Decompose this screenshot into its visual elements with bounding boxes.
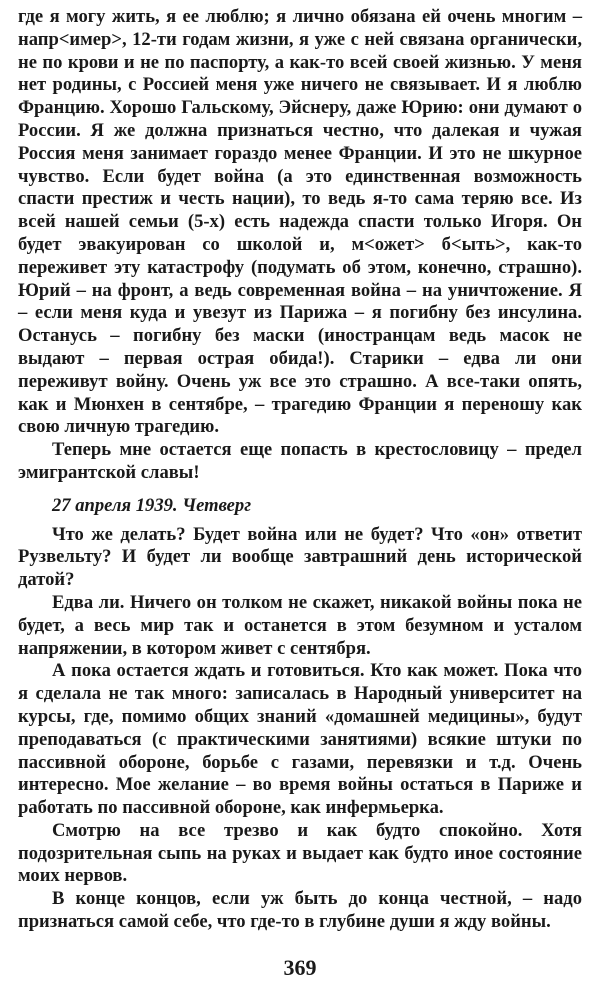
diary-date-heading: 27 апреля 1939. Четверг [52,494,252,516]
paragraph: Теперь мне остается еще попасть в крестословицу – предел эмигрантской славы! [18,439,582,483]
book-page [18,6,582,934]
paragraph: Что же делать? Будет война или не будет? Что «он» ответит Рузвельту? И будет ли вообще завтрашний день исторической датой? [18,523,582,591]
paragraph: Смотрю на все трезво и как будто спокойно. Хотя подозрительная сыпь на руках и выдает как будто иное состояние моих нервов. [18,819,582,887]
paragraph-continued: где я могу жить, я ее люблю; я лично обязана ей очень многим – напр<имер>, 12-ти годам жизни, я уже с ней связана органически, не по крови и не по паспорту, а как-то всей своей жизнью. У меня нет родины, с Россией меня уже ничего не связывает. И я люблю Францию. Хорошо Гальскому, Эйснеру, даже Юрию: они думают о России. Я же должна признаться честно, что далекая и чужая Россия меня занимает гораздо менее Франции. И это не шкурное чувство. Если будет война (а это единственная возможность спасти престиж и честь нации), то ведь я-то сама теряю все. Из всей нашей семьи (5-х) есть надежда спасти только Игоря. Он будет эвакуирован со школой и, м<ожет> б<ыть>, как-то переживет эту катастрофу (подумать об этом, конечно, страшно). Юрий – на фронт, а ведь современная война – на уничтожение. Я – если меня куда и увезут из Парижа – я погибну без инсулина. Останусь – погибну без маски (иностранцам ведь масок не выдают – первая острая обида!). Старики – едва ли они переживут войну. Очень уж все это страшно. А все-таки опять, как и Мюнхен в сентябре, – трагедию Франции я переношу как свою личную трагедию. [18,6,582,438]
page-number: 369 [283,955,317,980]
paragraph: А пока остается ждать и готовиться. Кто как может. Пока что я сделала не так много: записалась в Народный университет на курсы, где, помимо общих знаний «домашней медицины», будут преподаваться (с практическими занятиями) всякие штуки по пассивной обороне, борьбе с газами, перевязки и т.д. Очень интересно. Мое желание – во время войны остаться в Париже и работать по пассивной обороне, как инфермьерка. [18,660,582,819]
paragraph: В конце концов, если уж быть до конца честной, – надо признаться самой себе, что где-то в глубине души я жду войны. [18,888,582,933]
paragraph: Едва ли. Ничего он толком не скажет, никакой войны пока не будет, а весь мир так и останется в этом безумном и усталом напряжении, в котором живет с сентября. [18,591,582,659]
